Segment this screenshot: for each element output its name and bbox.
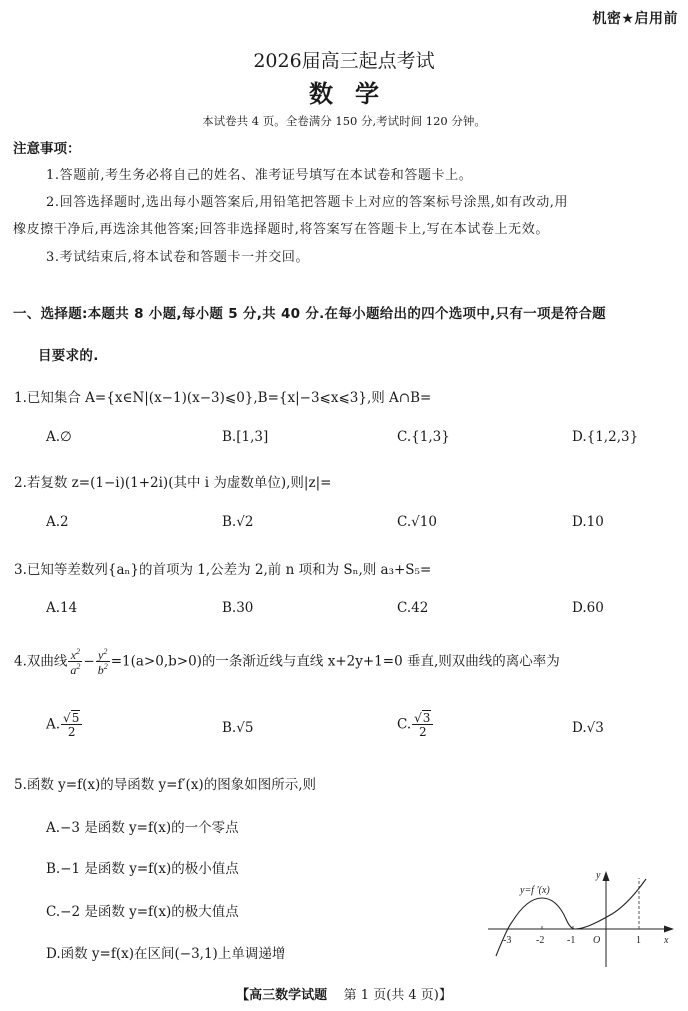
subject-title: 数学 <box>309 80 401 108</box>
notice-heading: 注意事项： <box>13 141 81 157</box>
q5-option-d[interactable]: D.函数 y=f(x)在区间(−3,1)上单调递增 <box>46 946 286 962</box>
derivative-graph-figure <box>480 855 688 970</box>
question-stem: 函数 y=f(x)的导函数 y=f′(x)的图象如图所示,则 <box>26 777 316 793</box>
fraction-x2-a2: $\frac{x^2}{a^2}$ <box>70 647 81 677</box>
question-number: 3. <box>14 562 27 578</box>
question-stem: 已知等差数列{aₙ}的首项为 1,公差为 2,前 n 项和为 Sₙ,则 a₃+S₅= <box>26 562 432 578</box>
section-heading-cont: 目要求的. <box>38 348 99 364</box>
tick-label-neg3: -3 <box>503 935 512 946</box>
question-3 <box>14 558 431 578</box>
q4-option-d[interactable]: D.√3 <box>572 720 604 736</box>
option-letter: A. <box>46 716 61 733</box>
fraction-y2-b2: $\frac{y^2}{b^2}$ <box>97 647 108 677</box>
question-number: 1. <box>14 390 27 406</box>
question-stem-prefix: 双曲线 <box>26 653 68 670</box>
footer-page-number: 第 1 页(共 4 页)】 <box>343 988 452 1003</box>
q3-option-a[interactable]: A.14 <box>46 600 78 616</box>
question-stem: 已知集合 A={x∈N|(x−1)(x−3)⩽0},B={x|−3⩽x⩽3},则 A∩B= <box>26 390 432 406</box>
section-heading: 一、选择题:本题共 8 小题,每小题 5 分,共 40 分.在每小题给出的四个选项中,只有一项是符合题 <box>13 306 606 322</box>
q3-option-d[interactable]: D.60 <box>572 600 604 616</box>
exam-info: 本试卷共 4 页。全卷满分 150 分,考试时间 120 分钟。 <box>202 114 486 128</box>
y-axis-label: y <box>596 870 601 881</box>
exam-title: 2026届高三起点考试 <box>253 50 435 72</box>
x-axis-arrow-icon <box>664 926 674 933</box>
q2-option-d[interactable]: D.10 <box>572 514 604 530</box>
page-footer <box>0 984 688 1003</box>
fraction-sqrt3-over-2: $\frac{√3}{2}$ <box>412 712 433 738</box>
q2-option-c[interactable]: C.√10 <box>397 514 437 530</box>
origin-label: O <box>593 935 601 946</box>
question-number: 4. <box>14 653 27 670</box>
x-axis-label: x <box>664 935 669 946</box>
tick-label-neg1: -1 <box>567 935 576 946</box>
y-axis-arrow-icon <box>603 871 610 881</box>
q5-option-b[interactable]: B.−1 是函数 y=f(x)的极小值点 <box>46 861 239 877</box>
notice-item-3: 3.考试结束后,将本试卷和答题卡一并交回。 <box>46 250 310 265</box>
notice-item-1: 1.答题前,考生务必将自己的姓名、准考证号填写在本试卷和答题卡上。 <box>46 168 473 183</box>
q4-option-b[interactable]: B.√5 <box>222 720 254 736</box>
q4-option-c[interactable] <box>397 712 434 738</box>
q2-option-b[interactable]: B.√2 <box>222 514 254 530</box>
q3-option-b[interactable]: B.30 <box>222 600 254 616</box>
notice-item-2: 2.回答选择题时,选出每小题答案后,用铅笔把答题卡上对应的答案标号涂黑,如有改动,用 <box>46 195 569 210</box>
question-4: 4.双曲线 $\frac{x^2}{a^2}$ − $\frac{y^2}{b^2}$ =1(a>0,b>0)的一条渐近线与直线 x+2y+1=0 垂直,则双曲线的离心率为 <box>14 647 560 677</box>
q1-option-d[interactable]: D.{1,2,3} <box>572 429 639 445</box>
q1-option-b[interactable]: B.[1,3] <box>222 429 269 445</box>
option-letter: C. <box>397 716 412 733</box>
q2-option-a[interactable]: A.2 <box>46 514 69 530</box>
footer-subject: 【高三数学试题 <box>236 988 328 1003</box>
question-number: 5. <box>14 777 27 793</box>
tick-label-neg2: -2 <box>536 935 545 946</box>
curve-label: y=f ′(x) <box>520 885 550 896</box>
q4-option-a[interactable] <box>46 712 83 738</box>
tick-label-1: 1 <box>636 935 641 946</box>
q5-option-a[interactable]: A.−3 是函数 y=f(x)的一个零点 <box>46 820 239 836</box>
question-1 <box>14 386 431 406</box>
question-stem-suffix: =1(a>0,b>0)的一条渐近线与直线 x+2y+1=0 垂直,则双曲线的离心率为 <box>110 653 560 670</box>
question-number: 2. <box>14 475 27 491</box>
q1-option-a[interactable]: A.∅ <box>46 429 72 445</box>
q5-option-c[interactable]: C.−2 是函数 y=f(x)的极大值点 <box>46 904 239 920</box>
question-2 <box>14 471 331 491</box>
q3-option-c[interactable]: C.42 <box>397 600 429 616</box>
confidential-label: 机密★启用前 <box>592 11 678 27</box>
fraction-sqrt5-over-2: $\frac{√5}{2}$ <box>61 712 82 738</box>
question-5 <box>14 773 316 793</box>
question-stem: 若复数 z=(1−i)(1+2i)(其中 i 为虚数单位),则|z|= <box>26 475 332 491</box>
notice-item-2-cont: 橡皮擦干净后,再选涂其他答案;回答非选择题时,将答案写在答题卡上,写在本试卷上无效。 <box>13 222 549 237</box>
q1-option-c[interactable]: C.{1,3} <box>397 429 450 445</box>
